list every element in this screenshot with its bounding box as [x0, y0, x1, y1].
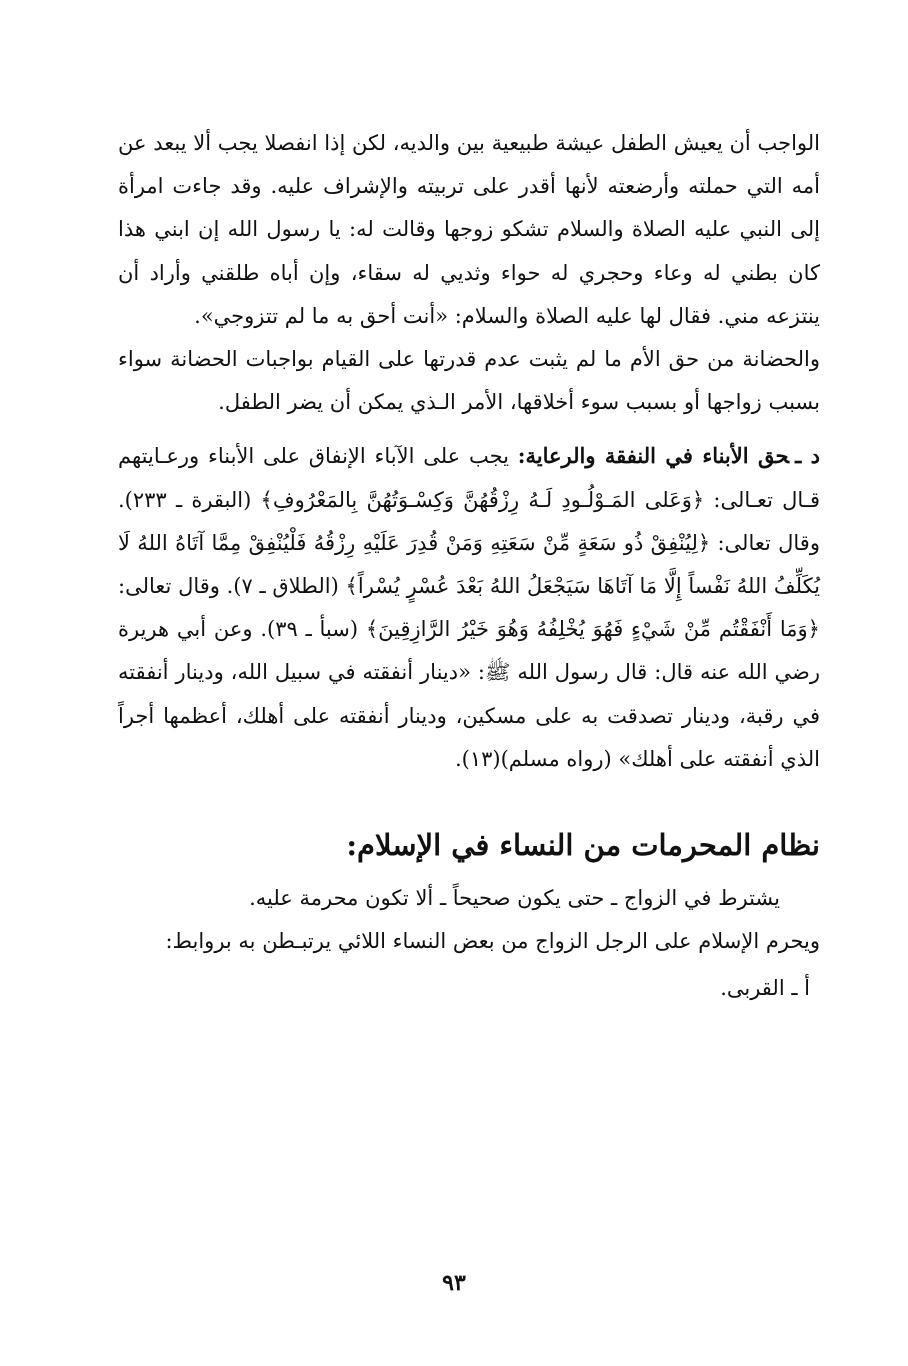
section-d-letter: د ـ: [795, 443, 820, 469]
paragraph-custody-mother: الواجب أن يعيش الطفل عيشة طبيعية بين والديه، لكن إذا انفصلا يجب ألا يبعد عن أمه التي حملته وأرضعته لأنها أقدر على تربيته والإشراف عليه. وقد جاءت امرأة إلى النبي عليه الصلاة والسلام تشكو زوجها وقالت له: يا رسول الله إن ابني هذا كان بطني له وعاء وحجري له حواء وثديي له سقاء، وإن أباه طلقني وأراد أن ينتزعه مني. فقال لها عليه الصلاة والسلام: «أنت أحق به ما لم تتزوجي».: [118, 131, 820, 328]
page-number: ٩٣: [442, 1270, 466, 1296]
section-heading: نظام المحرمات من النساء في الإسلام:: [346, 828, 820, 863]
section-d: [118, 434, 820, 781]
section-d-title: حق الأبناء في النفقة والرعاية:: [517, 443, 790, 469]
section-d-body: يجب على الآباء الإنفاق على الأبناء ورعـايتهم قـال تعـالى: ﴿وَعَلى المَـوْلُـودِ لَـهُ رِزْقُهُنَّ وَكِسْـوَتُهُنَّ بِالمَعْرُوفِ﴾ (البقرة ـ ٢٣٣). وقال تعالى: ﴿لِيُنْفِقْ ذُو سَعَةٍ مِّنْ سَعَتِهِ وَمَنْ قُدِرَ عَلَيْهِ رِزْقُهُ فَلْيُنْفِقْ مِمَّا آتَاهُ اللهُ لَا يُكَلِّفُ اللهُ نَفْساً إِلَّا مَا آتَاهَا سَيَجْعَلُ اللهُ بَعْدَ عُسْرٍ يُسْراً﴾ (الطلاق ـ ٧). وقال تعالى: ﴿وَمَا أَنْفَقْتُم مِّنْ شَيْءٍ فَهُوَ يُخْلِفُهُ وَهُوَ خَيْرُ الرَّازِقِينَ﴾ (سبأ ـ ٣٩). وعن أبي هريرة رضي الله عنه قال: قال رسول الله ﷺ: «دينار أنفقته في سبيل الله، ودينار أنفقته في رقبة، ودينار تصدقت به على مسكين، ودينار أنفقته على أهلك، أعظمها أجراً الذي أنفقته على أهلك» (رواه مسلم)(١٣).: [118, 444, 821, 771]
paragraph-prohibited-women: ويحرم الإسلام على الرجل الزواج من بعض النساء اللائي يرتبـطن به بروابط:: [165, 929, 820, 954]
page-body: [118, 122, 820, 1011]
paragraph-marriage-condition: يشترط في الزواج ـ حتى يكون صحيحاً ـ ألا تكون محرمة عليه.: [249, 886, 780, 911]
paragraph-custody-right: والحضانة من حق الأم ما لم يثبت عدم قدرتها على القيام بواجبات الحضانة سواء بسبب زواجها أو بسبب سوء أخلاقها، الأمر الـذي يمكن أن يضر الطفل.: [118, 347, 820, 415]
list-item-kinship: أ ـ القربى.: [720, 976, 810, 1001]
